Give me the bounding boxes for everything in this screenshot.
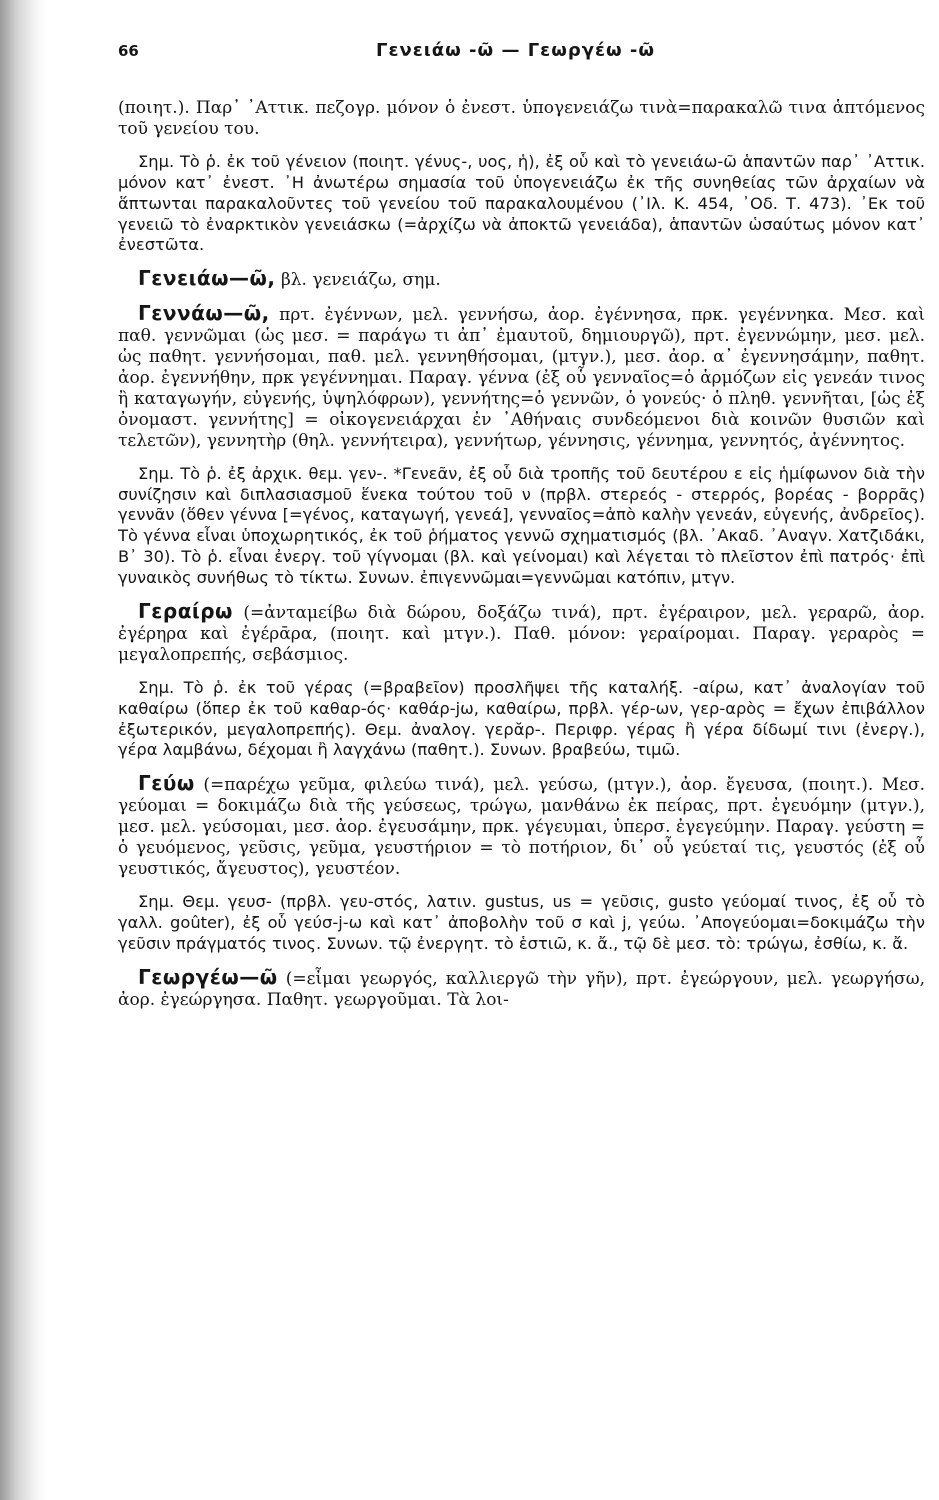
book-spine-shadow [0,0,46,1500]
note-text: Σημ. Τὸ ῥ. ἐξ ἀρχικ. θεμ. γεν-. *Γενεᾶν, ἐξ οὗ διὰ τροπῆς τοῦ δευτέρου ε εἰς ἡμίφωνον διὰ τὴν συνίζησιν καὶ διπλασιασμοῦ ἕνεκα τούτου τοῦ ν (πρβλ. στερεός - στερρός, βορέας - βορρᾶς) γεννᾶν (ὅθεν γέννα [=γένος, καταγωγή, γενεά], γενναῖος=ἀπὸ καλὴν γενεάν, εὐγενής, ἀνδρεῖος). Τὸ γέννα εἶναι ὑποχωρητικός, ἐκ τοῦ ῥήματος γεννῶ σχηματισμός (βλ. ᾽Ακαδ. ᾽Αναγν. Χατζιδάκι, Β᾽ 30). Τὸ ῥ. εἶναι ἐνεργ. τοῦ γίγνομαι (βλ. καὶ γείνομαι) καὶ λέγεται τὸ πλεῖστον ἐπὶ πατρός· ἐπὶ γυναικὸς συνήθως τὸ τίκτω. Συνων. ἐπιγεννῶμαι=γεννῶμαι κατόπιν, μτγν. [118,463,925,588]
note-paragraph [118,678,925,762]
entry-lemma: Γεύω [138,771,195,796]
entry-lemma: Γενειάω—ῶ, [138,266,276,291]
page-number: 66 [118,42,139,60]
entry-lemma: Γεραίρω [138,599,233,624]
paragraph-text: (ποιητ.). Παρ᾽ ᾽Αττικ. πεζογρ. μόνον ὁ ἐνεστ. ὑπογενειάζω τινὰ=παρακαλῶ τινα ἁπτόμενος τοῦ γενείου του. [118,98,925,139]
entry-gennao [118,303,925,451]
running-head: Γενειάω -ῶ — Γεωργέω -ῶ [376,40,656,61]
entry-geneiao [118,268,925,291]
note-text: Σημ. Θεμ. γευσ- (πρβλ. γευ-στός, λατιν. gustus, us = γεῦσις, gusto γεύομαί τινος, ἐξ οὗ τὸ γαλλ. goûter), ἐξ οὗ γεύσ-j-ω καὶ κατ᾽ ἀποβολὴν τοῦ σ καὶ j, γεύω. ᾽Απογεύομαι=δοκιμάζω τὴν γεῦσιν πράγματός τινος. Συνων. τῷ ἐνεργητ. τὸ ἑστιῶ, κ. ἄ., τῷ δὲ μεσ. τὸ: τρώγω, ἐσθίω, κ. ἄ. [118,891,925,953]
note-text: Σημ. Τὸ ῥ. ἐκ τοῦ γέρας (=βραβεῖον) προσλῆψει τῆς καταλήξ. -αίρω, κατ᾽ ἀναλογίαν τοῦ καθαίρω (ὅπερ ἐκ τοῦ καθαρ-ός· καθάρ-jω, καθαίρω, πρβλ. γέρ-ων, γερ-αρὸς = ἔχων ἐπιβάλλον ἐξωτερικόν, μεγαλοπρεπής). Θεμ. ἀναλογ. γερᾰρ-. Περιφρ. γέρας ἢ γέρα δίδωμί τινι (ἐνεργ.), γέρα λαμβάνω, δέχομαι ἢ λαγχάνω (παθητ.). Συνων. βραβεύω, τιμῶ. [118,677,925,760]
entry-georgeo [118,964,925,1011]
page-body [118,98,925,1010]
page-header [118,40,925,72]
note-paragraph [118,892,925,955]
continuation-paragraph [118,98,925,140]
note-text: Σημ. Τὸ ῥ. ἐκ τοῦ γένειον (ποιητ. γένυς-, υος, ἡ), ἐξ οὗ καὶ τὸ γενειάω-ῶ ἁπαντῶν παρ᾽ ᾽Αττικ. μόνον κατ᾽ ἐνεστ. ᾽Η ἀνωτέρω σημασία τοῦ ὑπογενειάζω ἐκ τῆς συνηθείας τῶν ἀρχαίων νὰ ἅπτωνται παρακαλοῦντες τοῦ γενείου τοῦ παρακαλουμένου (᾽Ιλ. Κ. 454, ᾽Οδ. Τ. 473). ᾽Εκ τοῦ γενειῶ τὸ ἐναρκτικὸν γενειάσκω (=ἀρχίζω νὰ ἀποκτῶ γενειάδα), ἁπαντῶν ὡσαύτως μόνον κατ᾽ ἐνεστῶτα. [118,151,925,255]
entry-lemma: Γεννάω—ῶ, [138,301,270,326]
entry-text: (=εἶμαι γεωργός, καλλιεργῶ τὴν γῆν), πρτ. ἐγεώργουν, μελ. γεωργήσω, ἀορ. ἐγεώργησα. Παθητ. γεωργοῦμαι. Τὰ λοι- [118,968,925,1010]
entry-text: (=παρέχω γεῦμα, φιλεύω τινά), μελ. γεύσω, (μτγν.), ἀορ. ἔγευσα, (ποιητ.). Μεσ. γεύομαι = δοκιμάζω διὰ τῆς γεύσεως, τρώγω, μανθάνω ἐκ πείρας, πρτ. ἐγευόμην (μτγν.), μεσ. μελ. γεύσομαι, μεσ. ἀορ. ἐγευσάμην, πρκ. γέγευμαι, ὑπερσ. ἐγεγεύμην. Παραγ. γεύστη = ὁ γευόμενος, γεῦσις, γεῦμα, γευστήριον = τὸ ποτήριον, δι᾽ οὗ γεύεταί τις, γευστός (ἐξ οὗ γευστικός, ἄγευστος), γευστέον. [118,775,926,879]
note-paragraph [118,464,925,589]
entry-lemma: Γεωργέω—ῶ [138,964,278,989]
entry-gerairo [118,601,925,666]
entry-text: πρτ. ἐγέννων, μελ. γεννήσω, ἀορ. ἐγέννησα, πρκ. γεγέννηκα. Μεσ. καὶ παθ. γεννῶμαι (ὡς μεσ. = παράγω τι ἀπ᾽ ἐμαυτοῦ, δημιουργῶ), πρτ. ἐγεννώμην, μεσ. μελ. ὡς παθητ. γεννήσομαι, παθ. μελ. γεννηθήσομαι, (μτγν.), μεσ. ἀορ. α᾽ ἐγεννησάμην, παθητ. ἀορ. ἐγεννήθην, πρκ γεγέννημαι. Παραγ. γέννα (ἐξ οὗ γενναῖος=ὁ ἁρμόζων εἰς γενεάν τινος ἢ καταγωγήν, εὐγενής, ὑψηλόφρων), γεννήτης=ὁ γεννῶν, ὁ γονεύς· ὁ πληθ. γεννῆται, [ὡς ἐξ ὀνομαστ. γεννήτης] = οἰκογενειάρχαι ἐν ᾽Αθήναις συνδεόμενοι διὰ κοινῶν θυσιῶν καὶ τελετῶν), γεννητὴρ (θηλ. γεννήτειρα), γεννήτωρ, γέννησις, γέννημα, γεννητός, ἀγέννητος. [118,305,925,451]
entry-geuo [118,773,925,880]
entry-text: βλ. γενειάζω, σημ. [280,270,441,291]
note-paragraph [118,152,925,257]
entry-text: (=ἀνταμείβω διὰ δώρου, δοξάζω τινά), πρτ. ἐγέραιρον, μελ. γεραρῶ, ἀορ. ἐγέρηρα καὶ ἐγέρᾱρα, (ποιητ. καὶ μτγν.). Παθ. μόνον: γεραίρομαι. Παραγ. γεραρὸς = μεγαλοπρεπής, σεβάσμιος. [118,603,925,665]
